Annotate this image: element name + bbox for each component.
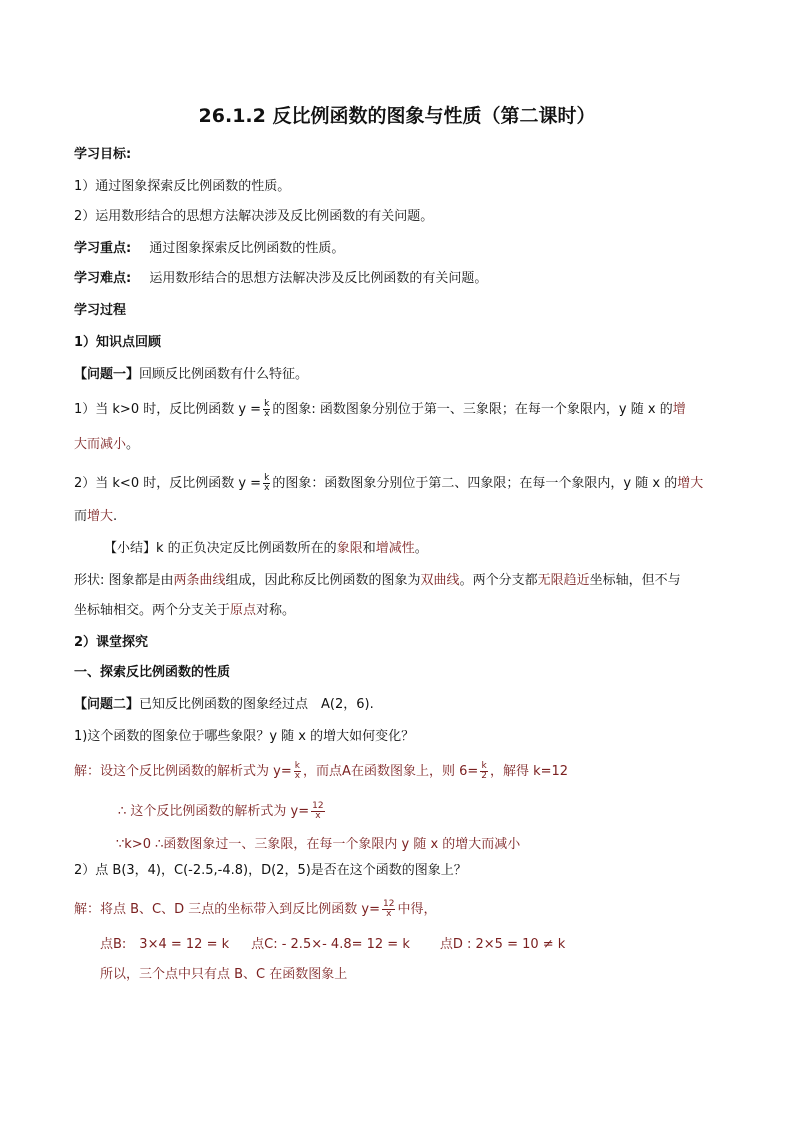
shape2-highlight-origin: 原点 bbox=[230, 603, 257, 618]
difficulty bbox=[74, 270, 734, 288]
question-2-part-2: 2）点 B(3，4)，C(-2.5,-4.8)，D(2，5)是否在这个函数的图象上？ bbox=[74, 863, 467, 878]
shape-highlight-d: 双曲线 bbox=[420, 573, 460, 588]
summary bbox=[104, 540, 734, 558]
frac-den: x bbox=[294, 771, 301, 781]
p1-text-b: 的图象: 函数图象分别位于第一、三象限；在每一个象限内，y 随 x 的 bbox=[272, 402, 673, 417]
conclusion: 所以，三个点中只有点 B、C 在函数图象上 bbox=[100, 967, 348, 982]
frac-den: x bbox=[315, 811, 321, 821]
review-heading: 1）知识点回顾 bbox=[74, 335, 162, 350]
process-heading: 学习过程 bbox=[74, 303, 127, 318]
q1-text: 回顾反比例函数有什么特征。 bbox=[139, 367, 309, 382]
solution-2 bbox=[118, 802, 734, 821]
page-title: 26.1.2 反比例函数的图象与性质（第二课时） bbox=[198, 105, 596, 127]
section-1-heading: 一、探索反比例函数的性质 bbox=[74, 665, 231, 680]
property-1-cont bbox=[74, 436, 734, 454]
frac-den: x bbox=[386, 909, 392, 919]
shape-text-g: 坐标轴，但不与 bbox=[589, 573, 681, 588]
calc-point-d: 点D : 2×5 = 10 ≠ k bbox=[439, 937, 566, 952]
shape-text-e: 。两个分支都 bbox=[459, 573, 538, 588]
calculation-line bbox=[100, 936, 734, 954]
frac-num: k bbox=[294, 761, 300, 771]
summary-text-a: k 的正负决定反比例函数所在的 bbox=[156, 541, 337, 556]
sol4-text-b: 中得， bbox=[397, 902, 437, 917]
p1-text-a: 1）当 k>0 时，反比例函数 y = bbox=[74, 402, 262, 417]
property-2 bbox=[74, 474, 734, 493]
fraction-12-over-x bbox=[382, 900, 395, 919]
fraction-k-over-2 bbox=[480, 762, 488, 781]
shape2-text-c: 对称。 bbox=[256, 603, 296, 618]
solution-3: ∵k>0 ∴函数图象过一、三象限，在每一个象限内 y 随 x 的增大而减小 bbox=[116, 837, 521, 852]
p2-text-b: 的图象：函数图象分别位于第二、四象限；在每一个象限内，y 随 x 的 bbox=[272, 476, 678, 491]
frac-num: k bbox=[264, 473, 270, 483]
frac-den: x bbox=[264, 483, 270, 493]
diff-label: 学习难点: bbox=[74, 271, 132, 286]
goal-2: 2）运用数形结合的思想方法解决涉及反比例函数的有关问题。 bbox=[74, 209, 434, 224]
q2-text: 已知反比例函数的图象经过点 A(2，6). bbox=[139, 697, 374, 712]
p2-highlight-b: 增大 bbox=[87, 509, 114, 524]
p1-highlight-b: 大而减小 bbox=[74, 437, 127, 452]
shape-text-c: 组成，因此称反比例函数的图象为 bbox=[225, 573, 421, 588]
frac-den: x bbox=[264, 409, 270, 419]
property-1 bbox=[74, 400, 734, 419]
diff-text: 运用数形结合的思想方法解决涉及反比例函数的有关问题。 bbox=[149, 271, 488, 286]
goals-heading: 学习目标: bbox=[74, 147, 132, 162]
frac-den: 2 bbox=[481, 771, 487, 781]
fraction-k-over-x bbox=[263, 474, 270, 493]
sol1-text-c: ，解得 k=12 bbox=[489, 764, 569, 779]
calc-point-c: 点C: - 2.5×- 4.8= 12 = k bbox=[251, 937, 410, 952]
key-label: 学习重点: bbox=[74, 241, 132, 256]
summary-text-c: 和 bbox=[362, 541, 376, 556]
frac-num: k bbox=[264, 399, 270, 409]
shape-text-a: 形状: 图象都是由 bbox=[74, 573, 174, 588]
sol2-text-a: ∴ 这个反比例函数的解析式为 y= bbox=[118, 804, 310, 819]
fraction-k-over-x bbox=[294, 762, 301, 781]
p2-text-a: 2）当 k<0 时，反比例函数 y = bbox=[74, 476, 262, 491]
explore-heading: 2）课堂探究 bbox=[74, 635, 149, 650]
solution-4 bbox=[74, 900, 734, 919]
frac-num: 12 bbox=[383, 899, 395, 909]
q1-label: 【问题一】 bbox=[74, 367, 140, 382]
p2-highlight-a: 增大 bbox=[677, 476, 704, 491]
sol4-text-a: 解：将点 B、C、D 三点的坐标带入到反比例函数 y= bbox=[74, 902, 380, 917]
frac-num: 12 bbox=[312, 801, 324, 811]
question-2 bbox=[74, 696, 734, 714]
shape-line-2 bbox=[74, 602, 734, 620]
key-point bbox=[74, 240, 734, 258]
calc-point-b: 点B: 3×4 = 12 = k bbox=[100, 937, 230, 952]
shape-highlight-f: 无限趋近 bbox=[537, 573, 590, 588]
summary-highlight-quadrant: 象限 bbox=[336, 541, 363, 556]
q2-label: 【问题二】 bbox=[74, 697, 140, 712]
sol1-text-a: 解：设这个反比例函数的解析式为 y= bbox=[74, 764, 292, 779]
goal-1: 1）通过图象探索反比例函数的性质。 bbox=[74, 179, 291, 194]
property-2-cont bbox=[74, 508, 734, 526]
p2-text-d: 而 bbox=[74, 509, 88, 524]
summary-text-end: 。 bbox=[414, 541, 428, 556]
fraction-12-over-x bbox=[311, 802, 324, 821]
shape-highlight-b: 两条曲线 bbox=[173, 573, 226, 588]
solution-1 bbox=[74, 762, 734, 781]
summary-highlight-monotonic: 增减性 bbox=[375, 541, 415, 556]
question-1 bbox=[74, 366, 734, 384]
summary-label: 【小结】 bbox=[104, 541, 157, 556]
p1-highlight-a: 增 bbox=[672, 402, 686, 417]
p2-text-end: . bbox=[113, 509, 118, 524]
question-2-part-1: 1)这个函数的图象位于哪些象限？y 随 x 的增大如何变化？ bbox=[74, 729, 415, 744]
key-text: 通过图象探索反比例函数的性质。 bbox=[149, 241, 345, 256]
p1-text-end: 。 bbox=[126, 437, 140, 452]
shape2-text-a: 坐标轴相交。两个分支关于 bbox=[74, 603, 231, 618]
sol1-text-b: ，而点A在函数图象上，则 6= bbox=[303, 764, 479, 779]
frac-num: k bbox=[481, 761, 487, 771]
fraction-k-over-x bbox=[263, 400, 270, 419]
shape-line-1 bbox=[74, 572, 734, 590]
